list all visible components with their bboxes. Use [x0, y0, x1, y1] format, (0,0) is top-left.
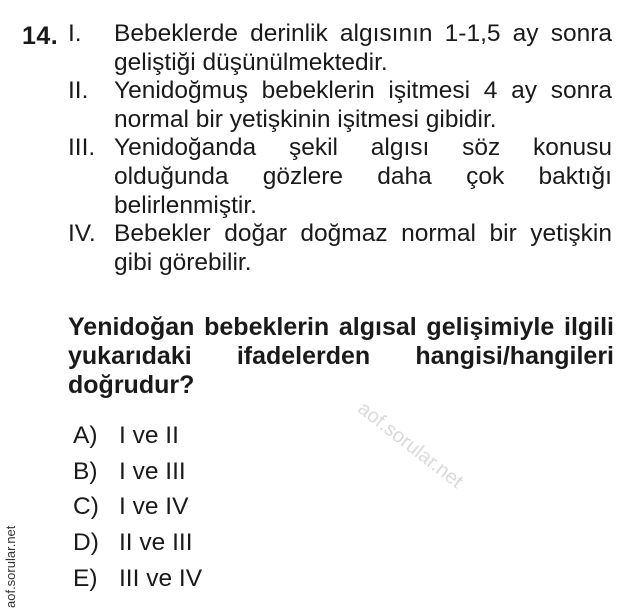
option-a[interactable] [73, 418, 202, 454]
option-e[interactable] [73, 561, 202, 597]
answer-options [73, 418, 202, 597]
option-letter: C) [73, 493, 99, 521]
stem-line-3: doğrudur? [68, 371, 195, 399]
option-letter: A) [73, 421, 98, 449]
statement-text: Yenidoğanda şekil algısı söz konusu olduğunda gözlere daha çok baktığı belirlenmiştir. [114, 134, 612, 219]
question-number: 14. [22, 22, 59, 50]
option-text: I ve IV [119, 493, 189, 521]
statement-text: Yenidoğmuş bebeklerin işitmesi 4 ay sonra normal bir yetişkinin işitmesi gibidir. [114, 77, 612, 133]
option-text: I ve III [119, 457, 186, 485]
statement-1 [68, 20, 612, 77]
option-text: II ve III [119, 529, 193, 557]
diagonal-watermark: aof.sorular.net [353, 397, 467, 493]
statement-3 [68, 134, 612, 220]
question-stem [68, 313, 614, 400]
option-text: I ve II [119, 421, 179, 449]
statement-numeral: III. [68, 134, 96, 162]
option-text: III ve IV [119, 565, 203, 593]
statement-numeral: II. [68, 77, 89, 105]
side-watermark: aof.sorular.net [3, 525, 18, 608]
option-b[interactable] [73, 454, 202, 490]
option-c[interactable] [73, 490, 202, 526]
statement-4 [68, 220, 612, 277]
option-letter: B) [73, 457, 98, 485]
statement-list [68, 20, 612, 277]
option-letter: E) [73, 565, 98, 593]
statement-text: Bebekler doğar doğmaz normal bir yetişkin gibi görebilir. [114, 220, 612, 276]
stem-line-2: yukarıdaki ifadelerden hangisi/hangileri [68, 342, 614, 370]
option-d[interactable] [73, 525, 202, 561]
option-letter: D) [73, 529, 99, 557]
statement-2 [68, 77, 612, 134]
statement-numeral: IV. [68, 220, 96, 248]
statement-numeral: I. [68, 20, 82, 47]
stem-line-1: Yenidoğan bebeklerin algısal gelişimiyle ilgili [68, 313, 614, 341]
statement-text: Bebeklerde derinlik algısının 1-1,5 ay sonra geliştiği düşünülmektedir. [114, 20, 612, 76]
